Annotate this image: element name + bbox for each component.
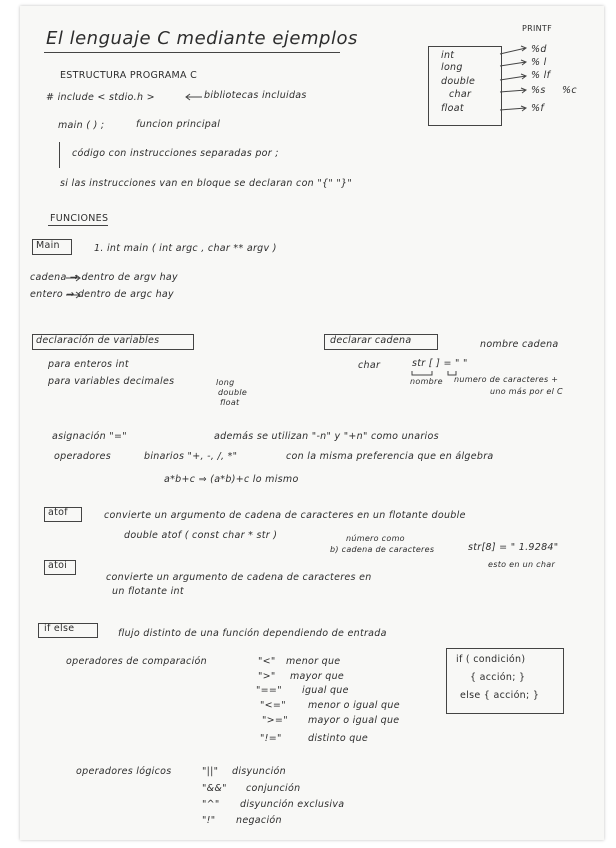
comparacion-op: "<=" [260,700,286,711]
logico-desc: conjunción [246,783,301,794]
printf-type: char [449,89,472,100]
funciones-heading: FUNCIONES [50,213,109,224]
atof-example: str[8] = " 1.9284" [468,542,559,553]
binarios-line: binarios "+, -, /, *" [144,451,238,462]
printf-type: double [441,76,476,87]
printf-arrow [500,60,526,66]
str-declaration: str [ ] = " " [412,358,468,369]
logico-op: "&&" [202,783,227,794]
asignacion-note: además se utilizan "-n" y "+n" como unarios [214,431,439,442]
nombre-cadena-note: nombre cadena [480,339,559,350]
cadena-note: cadena → dentro de argv hay [30,272,178,283]
printf-format: %s [531,85,546,96]
operadores-label: operadores [54,451,111,462]
main-line: main ( ) ; [58,120,105,131]
atof-note: número como [346,534,405,543]
atof-description: convierte un argumento de cadena de caracteres en un flotante double [104,510,466,521]
printf-type: float [441,103,464,114]
printf-type: int [441,50,455,61]
atoi-description: convierte un argumento de cadena de caracteres en [106,572,372,583]
comparacion-op: "==" [256,685,282,696]
binarios-note: con la misma preferencia que en álgebra [286,451,494,462]
printf-format: % l [531,57,547,68]
decimal-type: double [218,388,248,397]
logicos-label: operadores lógicos [76,766,172,777]
comparacion-desc: menor que [286,656,341,667]
precedence-example: a*b+c ⇒ (a*b)+c lo mismo [164,474,299,485]
main-note: funcion principal [136,119,221,130]
comparacion-desc: igual que [302,685,349,696]
decimales-line: para variables decimales [48,376,175,387]
ifelse-description: flujo distinto de una función dependiendo de entrada [118,628,387,639]
atof-signature: double atof ( const char * str ) [124,530,278,541]
main-label: Main [36,240,60,251]
printf-arrow [500,74,526,80]
atoi-label: atoi [48,560,68,571]
declaracion-heading: declaración de variables [36,335,160,346]
comparacion-op: ">" [258,671,276,682]
enteros-line: para enteros int [48,359,129,370]
ifelse-label: if else [44,623,75,634]
logico-op: "||" [202,766,219,777]
char-keyword: char [358,360,381,371]
comparacion-desc: mayor o igual que [308,715,400,726]
ifelse-code-line: if ( condición) [456,654,526,665]
nombre-note: nombre [410,377,443,386]
logico-desc: negación [236,815,282,826]
bloque-line: si las instrucciones van en bloque se declaran con "{" "}" [60,178,353,189]
comparacion-op: "<" [258,656,276,667]
page-title: El lenguaje C mediante ejemplos [46,28,358,49]
logico-desc: disyunción [232,766,286,777]
printf-arrow [500,46,526,54]
funciones-underline [48,225,108,226]
logico-op: "^" [202,799,220,810]
atoi-description: un flotante int [112,586,184,597]
printf-format: % lf [531,70,551,81]
comparacion-label: operadores de comparación [66,656,207,667]
comparacion-desc: mayor que [290,671,345,682]
printf-arrow [500,88,526,93]
uno-mas-note: uno más por el C [490,387,563,396]
atof-note: b) cadena de caracteres [330,545,435,554]
asignacion-label: asignación "=" [52,431,127,442]
logico-desc: disyunción exclusiva [240,799,345,810]
include-note: bibliotecas incluidas [204,90,307,101]
logico-op: "!" [202,815,216,826]
cadena-heading: declarar cadena [330,335,412,346]
atof-example-note: esto en un char [488,560,556,569]
comparacion-desc: menor o igual que [308,700,400,711]
printf-heading: PRINTF [522,24,553,33]
include-arrow [186,94,202,100]
comparacion-op: ">=" [262,715,288,726]
printf-format: %d [531,44,547,55]
printf-format: %c [562,85,577,96]
code-block-bracket [59,142,60,168]
estructura-heading: ESTRUCTURA PROGRAMA C [60,70,198,81]
numero-note: numero de caracteres + [454,375,559,384]
str-brace [412,371,432,375]
include-line: # include < stdio.h > [46,92,155,103]
printf-format: %f [531,103,544,114]
codigo-line: código con instrucciones separadas por ; [72,148,279,159]
entero-note: entero → dentro de argc hay [30,289,174,300]
main-signature: 1. int main ( int argc , char ** argv ) [94,243,277,254]
decimal-type: long [216,378,235,387]
comparacion-op: "!=" [260,733,282,744]
printf-type: long [441,62,463,73]
ifelse-code-line: { acción; } [470,672,526,683]
comparacion-desc: distinto que [308,733,369,744]
ifelse-code-line: else { acción; } [460,690,540,701]
atof-label: atof [48,507,68,518]
decimal-type: float [220,398,240,407]
printf-arrow [500,106,526,111]
